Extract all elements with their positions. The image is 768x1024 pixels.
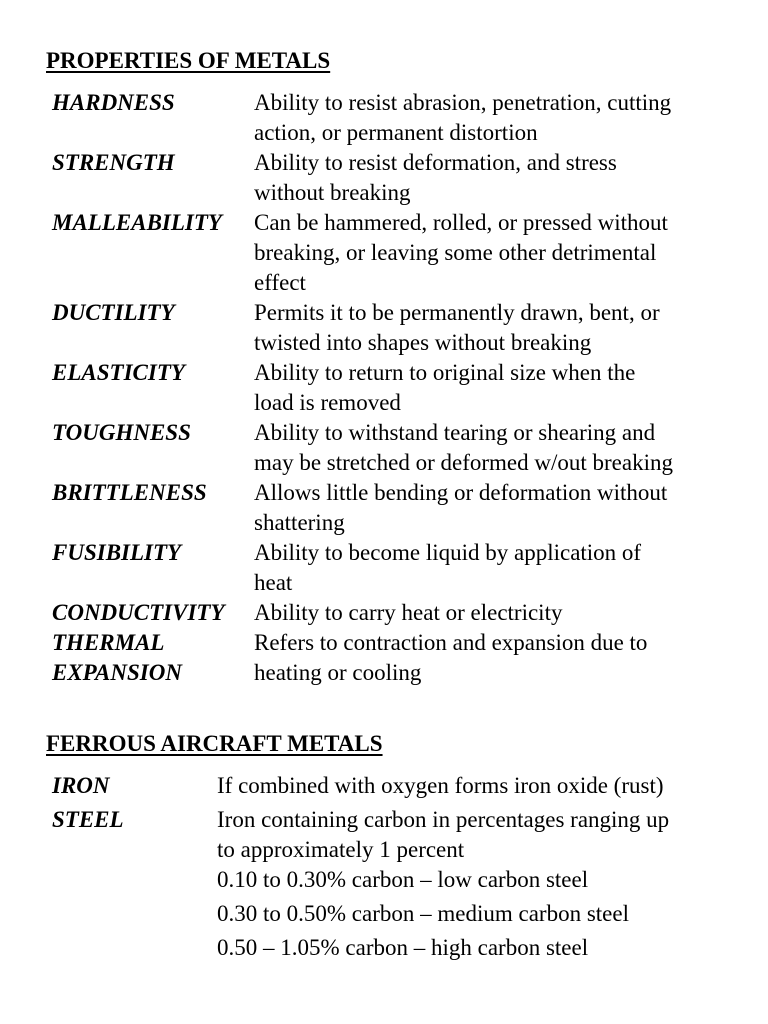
definition-line: may be stretched or deformed w/out breaking <box>254 450 673 475</box>
definition-line: shattering <box>254 510 345 535</box>
definition-line: effect <box>254 270 306 295</box>
definition-line: action, or permanent distortion <box>254 120 538 145</box>
property-definition <box>254 418 768 478</box>
definition-line: load is removed <box>254 390 401 415</box>
property-row <box>0 418 768 478</box>
property-definition <box>254 208 768 298</box>
property-term: STRENGTH <box>52 150 175 175</box>
definition-line: Refers to contraction and expansion due to <box>254 630 648 655</box>
property-term: THERMAL EXPANSION <box>52 630 182 685</box>
definition-line: to approximately 1 percent <box>217 837 465 862</box>
definition-line: Allows little bending or deformation without <box>254 480 668 505</box>
property-row <box>0 538 768 598</box>
metal-row <box>0 771 768 801</box>
property-definition <box>254 298 768 358</box>
property-term: FUSIBILITY <box>52 540 182 565</box>
property-row <box>0 88 768 148</box>
property-definition <box>254 628 768 688</box>
properties-list <box>0 88 768 688</box>
property-definition <box>254 598 768 628</box>
metal-row <box>0 805 768 865</box>
definition-line: twisted into shapes without breaking <box>254 330 592 355</box>
property-definition <box>254 88 768 148</box>
definition-line: Can be hammered, rolled, or pressed without <box>254 210 668 235</box>
property-row <box>0 598 768 628</box>
ferrous-heading: FERROUS AIRCRAFT METALS <box>46 731 383 756</box>
property-row <box>0 298 768 358</box>
properties-heading: PROPERTIES OF METALS <box>46 48 331 73</box>
property-row <box>0 628 768 688</box>
definition-line: Ability to resist abrasion, penetration, cutting <box>254 90 672 115</box>
metal-term: STEEL <box>52 807 124 832</box>
property-row <box>0 358 768 418</box>
definition-line: without breaking <box>254 180 411 205</box>
metal-term: IRON <box>52 773 110 798</box>
property-definition <box>254 478 768 538</box>
property-term: TOUGHNESS <box>52 420 191 445</box>
definition-line: If combined with oxygen forms iron oxide (rust) <box>217 773 664 798</box>
definition-line: Ability to return to original size when the <box>254 360 636 385</box>
definition-line: Ability to resist deformation, and stress <box>254 150 617 175</box>
carbon-grade-line: 0.30 to 0.50% carbon – medium carbon steel <box>217 901 629 926</box>
definition-line: Ability to become liquid by application of <box>254 540 642 565</box>
definition-line: heat <box>254 570 293 595</box>
property-definition <box>254 358 768 418</box>
metal-definition <box>217 805 768 865</box>
property-row <box>0 478 768 538</box>
property-row <box>0 148 768 208</box>
property-term: ELASTICITY <box>52 360 185 385</box>
property-term: DUCTILITY <box>52 300 175 325</box>
definition-line: Iron containing carbon in percentages ranging up <box>217 807 670 832</box>
property-term: HARDNESS <box>52 90 175 115</box>
property-term: MALLEABILITY <box>52 210 222 235</box>
property-definition <box>254 538 768 598</box>
property-term: BRITTLENESS <box>52 480 207 505</box>
definition-line: breaking, or leaving some other detrimental <box>254 240 657 265</box>
property-term: CONDUCTIVITY <box>52 600 225 625</box>
property-definition <box>254 148 768 208</box>
definition-line: heating or cooling <box>254 660 422 685</box>
ferrous-list <box>0 771 768 963</box>
metal-definition <box>217 771 768 801</box>
carbon-grade-line: 0.10 to 0.30% carbon – low carbon steel <box>217 867 589 892</box>
definition-line: Permits it to be permanently drawn, bent, or <box>254 300 660 325</box>
definition-line: Ability to withstand tearing or shearing and <box>254 420 656 445</box>
definition-line: Ability to carry heat or electricity <box>254 600 563 625</box>
property-row <box>0 208 768 298</box>
carbon-grade-line: 0.50 – 1.05% carbon – high carbon steel <box>217 935 589 960</box>
